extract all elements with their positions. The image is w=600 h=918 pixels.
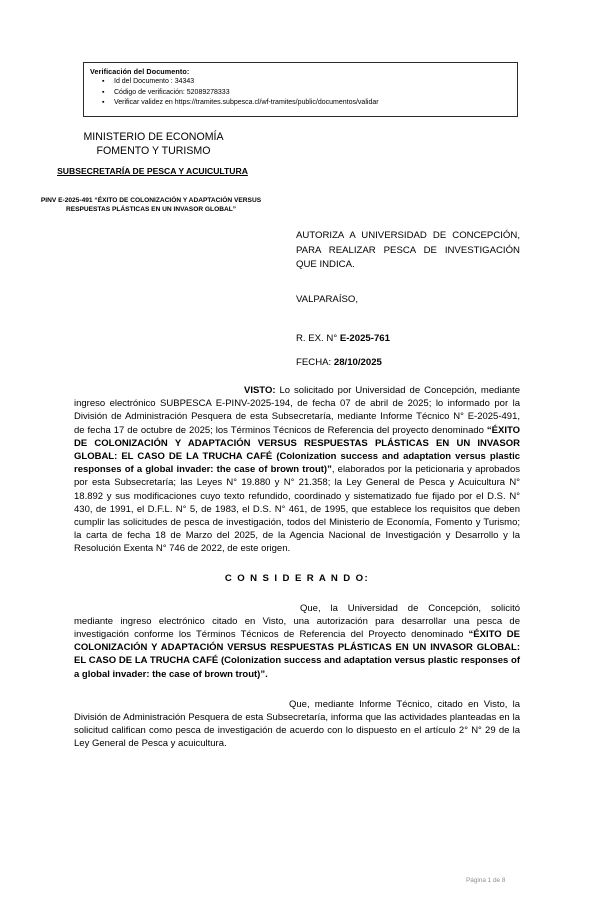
visto-label: VISTO:	[244, 385, 276, 396]
subsecretaria-heading: SUBSECRETARÍA DE PESCA Y ACUICULTURA	[57, 166, 248, 176]
verification-code: Código de verificación: 52089278333	[114, 88, 230, 96]
document-body	[74, 384, 520, 751]
resolution-label: R. EX. N°	[296, 333, 340, 344]
document-subject: AUTORIZA A UNIVERSIDAD DE CONCEPCIÓN, PARA REALIZAR PESCA DE INVESTIGACIÓN QUE INDICA.	[296, 230, 520, 270]
resolution-number: E-2025-761	[339, 333, 390, 344]
visto-paragraph	[74, 384, 520, 556]
ministry-line-2: FOMENTO Y TURISMO	[96, 145, 211, 157]
verification-list	[84, 77, 517, 109]
visto-text-part-1: Lo solicitado por Universidad de Concepción, mediante ingreso electrónico SUBPESCA E-PINV-2025-194, de fecha 07 de abril de 2025; lo informado por la División de Administración Pesquera de esta Subsecretaría, mediante Informe Técnico N° E-2025-491, de fecha 17 de octubre de 2025; los Términos Técnicos de Referencia del proyecto denominado	[74, 385, 520, 436]
visto-text-part-2: , elaborados por la peticionaria y aprobados por esta Subsecretaría; las Leyes N° 19.880 y N° 21.358; la Ley General de Pesca y Acuicultura N° 18.892 y sus modificaciones cuyo texto refundido, coordinado y sistematizado fue fijado por el D.S. N° 430, de 1991, el D.F.L. N° 5, de 1983, el D.S. N° 461, de 1995, que establece los requisitos que deben cumplir las solicitudes de pesca de investigación, todos del Ministerio de Economía, Fomento y Turismo; la carta de fecha 18 de Marzo del 2025, de la Agencia Nacional de Investigación y Desarrollo y la Resolución Exenta N° 746 de 2022, de este origen.	[74, 464, 520, 555]
considerando-heading: C O N S I D E R A N D O:	[224, 572, 370, 584]
date-label: FECHA:	[296, 357, 334, 368]
visto-project-title: “ÉXITO DE COLONIZACIÓN Y ADAPTACIÓN VERSUS RESPUESTAS PLÁSTICAS EN UN INVASOR GLOBAL: EL CASO DE LA TRUCHA CAFÉ (Colonization success and adaptation versus plastic responses of a global invader: the case of brown trout)”	[74, 424, 520, 476]
ministry-line-1: MINISTERIO DE ECONOMÍA	[83, 131, 224, 143]
considerando-paragraph-2: Que, mediante Informe Técnico, citado en Visto, la División de Administración Pesquera de esta Subsecretaría, informa que las actividades planteadas en la solicitud califican como pesca de investigación de acuerdo con lo dispuesto en el artículo 2° N° 29 de la Ley General de Pesca y acuicultura.	[74, 698, 520, 750]
verification-url[interactable]: Verificar validez en https://tramites.subpesca.cl/wf-tramites/public/documentos/validar	[114, 99, 379, 106]
bullet-icon: ▪	[102, 99, 105, 106]
document-date-line	[296, 357, 382, 368]
verification-doc-id: Id del Documento : 34343	[114, 78, 195, 85]
bullet-icon: ▪	[102, 88, 105, 96]
ministry-letterhead	[46, 130, 261, 158]
list-item	[102, 88, 517, 99]
date-value: 28/10/2025	[333, 357, 382, 368]
verification-title: Verificación del Documento:	[90, 67, 190, 76]
project-code-title: PINV E-2025-491 “ÉXITO DE COLONIZACIÓN Y ADAPTACIÓN VERSUS RESPUESTAS PLÁSTICAS EN UN INVASOR GLOBAL”	[40, 197, 262, 214]
considerando-p1-text: Que, la Universidad de Concepción, solicitó mediante ingreso electrónico citado en Visto, una autorización para desarrollar una pesca de investigación conforme los Términos Técnicos de Referencia del Proyecto denominado	[74, 602, 520, 641]
list-item	[102, 98, 517, 109]
bullet-icon: ▪	[102, 78, 105, 85]
considerando-p1-project-title: “ÉXITO DE COLONIZACIÓN Y ADAPTACIÓN VERSUS RESPUESTAS PLÁSTICAS EN UN INVASOR GLOBAL: EL CASO DE LA TRUCHA CAFÉ (Colonization success and adaptation versus plastic responses of a global invader: the case of brown trout)”.	[74, 629, 520, 680]
document-verification-box	[83, 62, 518, 117]
resolution-number-line	[296, 333, 390, 344]
considerando-paragraph-1	[74, 602, 520, 681]
page-number-footer: Página 1 de 8	[466, 877, 506, 884]
list-item	[102, 77, 517, 88]
document-city: VALPARAÍSO,	[296, 294, 359, 305]
